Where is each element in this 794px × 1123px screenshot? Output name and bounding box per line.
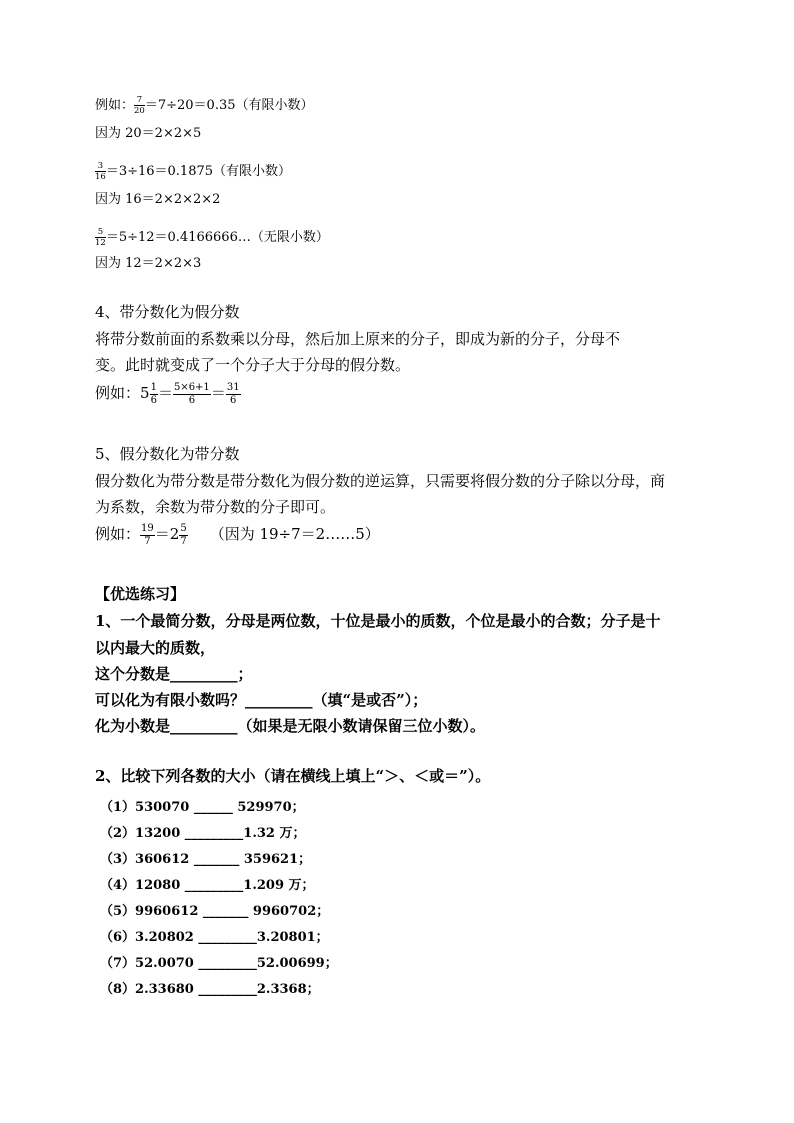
- q1-line-3: 这个分数是_________；: [95, 665, 253, 683]
- q2-item: （5）9960612 _______ 9960702；: [100, 904, 330, 919]
- fraction-3-16: [95, 162, 106, 182]
- example-expression: ＝7÷20＝0.35（有限小数）: [144, 98, 314, 113]
- section-5-example: [95, 523, 380, 547]
- example-note: （因为 19÷7＝2……5）: [209, 525, 380, 543]
- denominator: 6: [230, 394, 237, 406]
- practice-heading: 【优选练习】: [95, 585, 186, 603]
- example-1-reason: 因为 20＝2×2×5: [95, 126, 202, 141]
- q1-line-5: 化为小数是_________（如果是无限小数请保留三位小数）。: [95, 717, 486, 735]
- q2-item: （4）12080 _________1.209 万；: [100, 878, 315, 893]
- denominator: 7: [180, 535, 187, 547]
- example-2-line: [95, 160, 291, 182]
- q2-item: （2）13200 _________1.32 万；: [100, 826, 306, 841]
- section-4-title: 4、带分数化为假分数: [95, 303, 240, 321]
- q1-line-4: 可以化为有限小数吗？_________（填“是或否”）；: [95, 691, 428, 709]
- section-4-para-1: 将带分数前面的系数乘以分母，然后加上原来的分子，即成为新的分子，分母不: [95, 330, 621, 348]
- numerator: 19: [141, 522, 154, 534]
- example-2-reason: 因为 16＝2×2×2×2: [95, 192, 221, 207]
- mixed-whole: 5: [140, 384, 150, 402]
- denominator: 12: [95, 238, 106, 248]
- example-3-reason: 因为 12＝2×2×3: [95, 256, 202, 271]
- q1-line-1: 1、一个最简分数，分母是两位数，十位是最小的质数，个位是最小的合数；分子是十: [95, 612, 661, 630]
- numerator: 5: [95, 228, 106, 239]
- denominator: 7: [144, 535, 151, 547]
- equals-sign: ＝: [157, 384, 173, 402]
- numerator: 31: [226, 381, 240, 393]
- section-4-para-2: 变。此时就变成了一个分子大于分母的假分数。: [95, 356, 411, 374]
- denominator: 20: [134, 106, 145, 116]
- numerator: 5×6+1: [173, 381, 210, 393]
- q2-title: 2、比较下列各数的大小（请在横线上填上“＞、＜或＝”）。: [95, 767, 491, 785]
- section-5-para-1: 假分数化为带分数是带分数化为假分数的逆运算，只需要将假分数的分子除以分母，商: [95, 472, 666, 490]
- mixed-whole: 2: [169, 525, 180, 543]
- example-expression: ＝3÷16＝0.1875（有限小数）: [105, 164, 292, 179]
- example-prefix: 例如：: [95, 525, 141, 543]
- section-4-example: [95, 382, 241, 406]
- section-5-title: 5、假分数化为带分数: [95, 445, 240, 463]
- numerator: 5: [180, 522, 187, 534]
- section-5-para-2: 为系数，余数为带分数的分子即可。: [95, 498, 336, 516]
- denominator: 16: [95, 172, 106, 182]
- equals-sign: ＝: [154, 525, 170, 543]
- q2-item: （8）2.33680 _________2.3368；: [100, 982, 320, 997]
- fraction-19-7: [140, 524, 155, 547]
- fraction-31-6: [226, 383, 241, 406]
- example-1-line: [95, 94, 314, 116]
- fraction-expression: [173, 383, 211, 406]
- q2-item: （7）52.0070 _________52.00699；: [100, 956, 338, 971]
- numerator: 3: [95, 162, 106, 173]
- denominator: 6: [188, 394, 196, 406]
- numerator: 1: [150, 381, 157, 393]
- example-3-line: [95, 226, 329, 248]
- q2-item: （1）530070 ______ 529970；: [100, 800, 305, 815]
- q2-item: （6）3.20802 _________3.20801；: [100, 930, 329, 945]
- equals-sign: ＝: [210, 384, 226, 402]
- example-prefix: 例如：: [95, 98, 135, 113]
- numerator: 7: [134, 96, 145, 107]
- fraction-7-20: [134, 96, 145, 116]
- example-prefix: 例如：: [95, 384, 141, 402]
- q2-item: （3）360612 _______ 359621；: [100, 852, 312, 867]
- fraction-1-6: [150, 383, 158, 406]
- fraction-5-12: [95, 228, 106, 248]
- fraction-5-7: [179, 524, 187, 547]
- denominator: 6: [150, 394, 157, 406]
- example-expression: ＝5÷12＝0.4166666…（无限小数）: [105, 230, 329, 245]
- q1-line-2: 以内最大的质数，: [95, 639, 216, 657]
